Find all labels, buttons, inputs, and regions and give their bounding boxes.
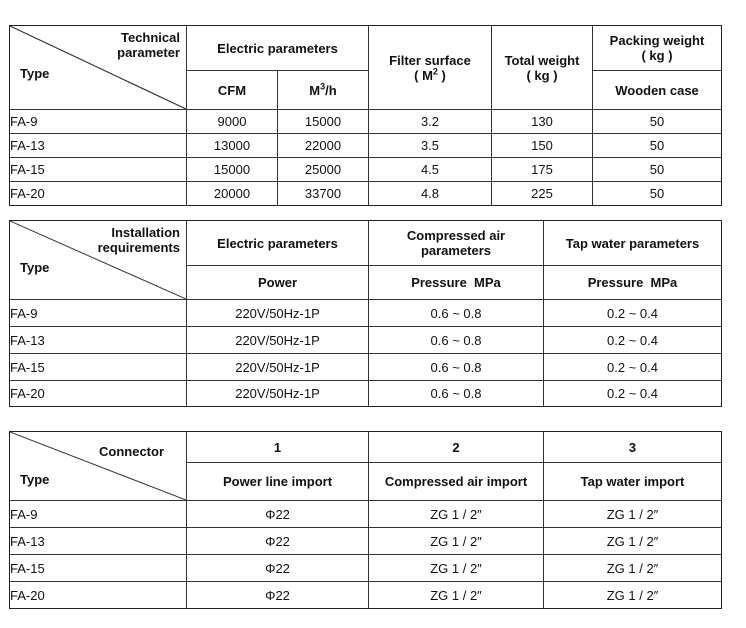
total-weight-label: Total weight bbox=[504, 52, 580, 68]
technical-parameter-table bbox=[9, 25, 722, 206]
table1-wooden-case-header: Wooden case bbox=[593, 71, 722, 110]
compressed-pressure-cell: 0.6 ~ 0.8 bbox=[369, 354, 544, 381]
table1-total-weight-header bbox=[492, 26, 593, 110]
type-cell: FA-9 bbox=[10, 501, 187, 528]
tap-pressure-cell: 0.2 ~ 0.4 bbox=[544, 381, 722, 407]
table2-compressed-pressure-header: Pressure MPa bbox=[369, 266, 544, 300]
table-row bbox=[10, 110, 722, 134]
table-row bbox=[10, 381, 722, 407]
diagonal-divider-icon bbox=[10, 432, 186, 500]
packing-weight-label: Packing weight bbox=[609, 33, 705, 48]
power-line-import-cell: Φ22 bbox=[187, 528, 369, 555]
table1-corner-cell bbox=[10, 26, 187, 110]
type-cell: FA-15 bbox=[10, 555, 187, 582]
table2-tap-water-header: Tap water parameters bbox=[544, 221, 722, 266]
installation-requirements-table bbox=[9, 220, 722, 407]
table3-corner-top-label: Connector bbox=[99, 444, 164, 459]
table2-corner-cell bbox=[10, 221, 187, 300]
table-row bbox=[10, 555, 722, 582]
filter-surface-label: Filter surface bbox=[389, 52, 471, 68]
filter-unit-tail: ) bbox=[437, 67, 446, 83]
table-row bbox=[10, 354, 722, 381]
power-cell: 220V/50Hz-1P bbox=[187, 300, 369, 327]
table3-col1-number: 1 bbox=[187, 432, 369, 463]
filter-cell: 3.2 bbox=[369, 110, 492, 134]
cfm-cell: 15000 bbox=[187, 158, 278, 182]
total-weight-cell: 175 bbox=[492, 158, 593, 182]
compressed-pressure-cell: 0.6 ~ 0.8 bbox=[369, 381, 544, 407]
table-row bbox=[10, 182, 722, 206]
power-line-import-cell: Φ22 bbox=[187, 501, 369, 528]
filter-unit-base: ( M bbox=[414, 67, 433, 83]
table3-tap-water-import-header: Tap water import bbox=[544, 463, 722, 501]
m3h-base: M bbox=[309, 82, 321, 98]
type-cell: FA-9 bbox=[10, 110, 187, 134]
table3-power-line-import-header: Power line import bbox=[187, 463, 369, 501]
table-row bbox=[10, 300, 722, 327]
table1-corner-bottom-label: Type bbox=[20, 66, 50, 81]
table1-packing-weight-header bbox=[593, 26, 722, 71]
tap-pressure-cell: 0.2 ~ 0.4 bbox=[544, 327, 722, 354]
compressed-air-import-cell: ZG 1 / 2″ bbox=[369, 555, 544, 582]
power-cell: 220V/50Hz-1P bbox=[187, 354, 369, 381]
tap-water-import-cell: ZG 1 / 2″ bbox=[544, 528, 722, 555]
type-cell: FA-20 bbox=[10, 182, 187, 206]
table1-filter-surface-header bbox=[369, 26, 492, 110]
m3h-cell: 22000 bbox=[278, 134, 369, 158]
table3-corner-cell bbox=[10, 432, 187, 501]
tap-pressure-cell: 0.2 ~ 0.4 bbox=[544, 300, 722, 327]
cfm-cell: 9000 bbox=[187, 110, 278, 134]
table1-cfm-header: CFM bbox=[187, 71, 278, 110]
compressed-air-import-cell: ZG 1 / 2″ bbox=[369, 528, 544, 555]
m3h-tail: /h bbox=[325, 82, 337, 98]
cfm-cell: 20000 bbox=[187, 182, 278, 206]
table2-corner-bottom-label: Type bbox=[20, 260, 50, 275]
tap-water-import-cell: ZG 1 / 2″ bbox=[544, 555, 722, 582]
compressed-air-import-cell: ZG 1 / 2″ bbox=[369, 501, 544, 528]
filter-cell: 4.5 bbox=[369, 158, 492, 182]
type-cell: FA-13 bbox=[10, 327, 187, 354]
table2-compressed-air-header: Compressed air parameters bbox=[369, 221, 544, 266]
compressed-pressure-cell: 0.6 ~ 0.8 bbox=[369, 327, 544, 354]
tap-water-import-cell: ZG 1 / 2″ bbox=[544, 501, 722, 528]
power-cell: 220V/50Hz-1P bbox=[187, 327, 369, 354]
m3h-cell: 25000 bbox=[278, 158, 369, 182]
table-row bbox=[10, 501, 722, 528]
filter-unit-sup: 2 bbox=[432, 66, 438, 77]
total-weight-cell: 130 bbox=[492, 110, 593, 134]
type-cell: FA-20 bbox=[10, 582, 187, 609]
table2-power-header: Power bbox=[187, 266, 369, 300]
tap-water-import-cell: ZG 1 / 2″ bbox=[544, 582, 722, 609]
type-cell: FA-20 bbox=[10, 381, 187, 407]
table1-m3h-header bbox=[278, 71, 369, 110]
table2-electric-header: Electric parameters bbox=[187, 221, 369, 266]
packing-weight-unit: ( kg ) bbox=[641, 48, 673, 63]
table3-compressed-air-import-header: Compressed air import bbox=[369, 463, 544, 501]
total-weight-cell: 225 bbox=[492, 182, 593, 206]
table1-electric-header: Electric parameters bbox=[187, 26, 369, 71]
compressed-pressure-cell: 0.6 ~ 0.8 bbox=[369, 300, 544, 327]
table2-corner-top-label: Installation requirements bbox=[97, 225, 180, 255]
type-cell: FA-15 bbox=[10, 158, 187, 182]
connector-table bbox=[9, 431, 722, 609]
type-cell: FA-9 bbox=[10, 300, 187, 327]
total-weight-cell: 150 bbox=[492, 134, 593, 158]
power-cell: 220V/50Hz-1P bbox=[187, 381, 369, 407]
packing-weight-cell: 50 bbox=[593, 158, 722, 182]
filter-surface-unit bbox=[369, 68, 491, 83]
table-row bbox=[10, 327, 722, 354]
m3h-cell: 33700 bbox=[278, 182, 369, 206]
table2-tap-pressure-header: Pressure MPa bbox=[544, 266, 722, 300]
tap-pressure-cell: 0.2 ~ 0.4 bbox=[544, 354, 722, 381]
packing-weight-cell: 50 bbox=[593, 182, 722, 206]
power-line-import-cell: Φ22 bbox=[187, 582, 369, 609]
m3h-cell: 15000 bbox=[278, 110, 369, 134]
filter-cell: 4.8 bbox=[369, 182, 492, 206]
type-cell: FA-13 bbox=[10, 134, 187, 158]
compressed-air-import-cell: ZG 1 / 2″ bbox=[369, 582, 544, 609]
m3h-sup: 3 bbox=[320, 81, 326, 92]
power-line-import-cell: Φ22 bbox=[187, 555, 369, 582]
table3-corner-bottom-label: Type bbox=[20, 472, 50, 487]
table-row bbox=[10, 582, 722, 609]
table-row bbox=[10, 134, 722, 158]
cfm-cell: 13000 bbox=[187, 134, 278, 158]
table-row bbox=[10, 528, 722, 555]
table3-col2-number: 2 bbox=[369, 432, 544, 463]
table-row bbox=[10, 158, 722, 182]
packing-weight-cell: 50 bbox=[593, 134, 722, 158]
table3-col3-number: 3 bbox=[544, 432, 722, 463]
table1-corner-top-label: Technical parameter bbox=[117, 30, 180, 60]
total-weight-unit: ( kg ) bbox=[526, 67, 558, 83]
packing-weight-cell: 50 bbox=[593, 110, 722, 134]
type-cell: FA-15 bbox=[10, 354, 187, 381]
filter-cell: 3.5 bbox=[369, 134, 492, 158]
type-cell: FA-13 bbox=[10, 528, 187, 555]
